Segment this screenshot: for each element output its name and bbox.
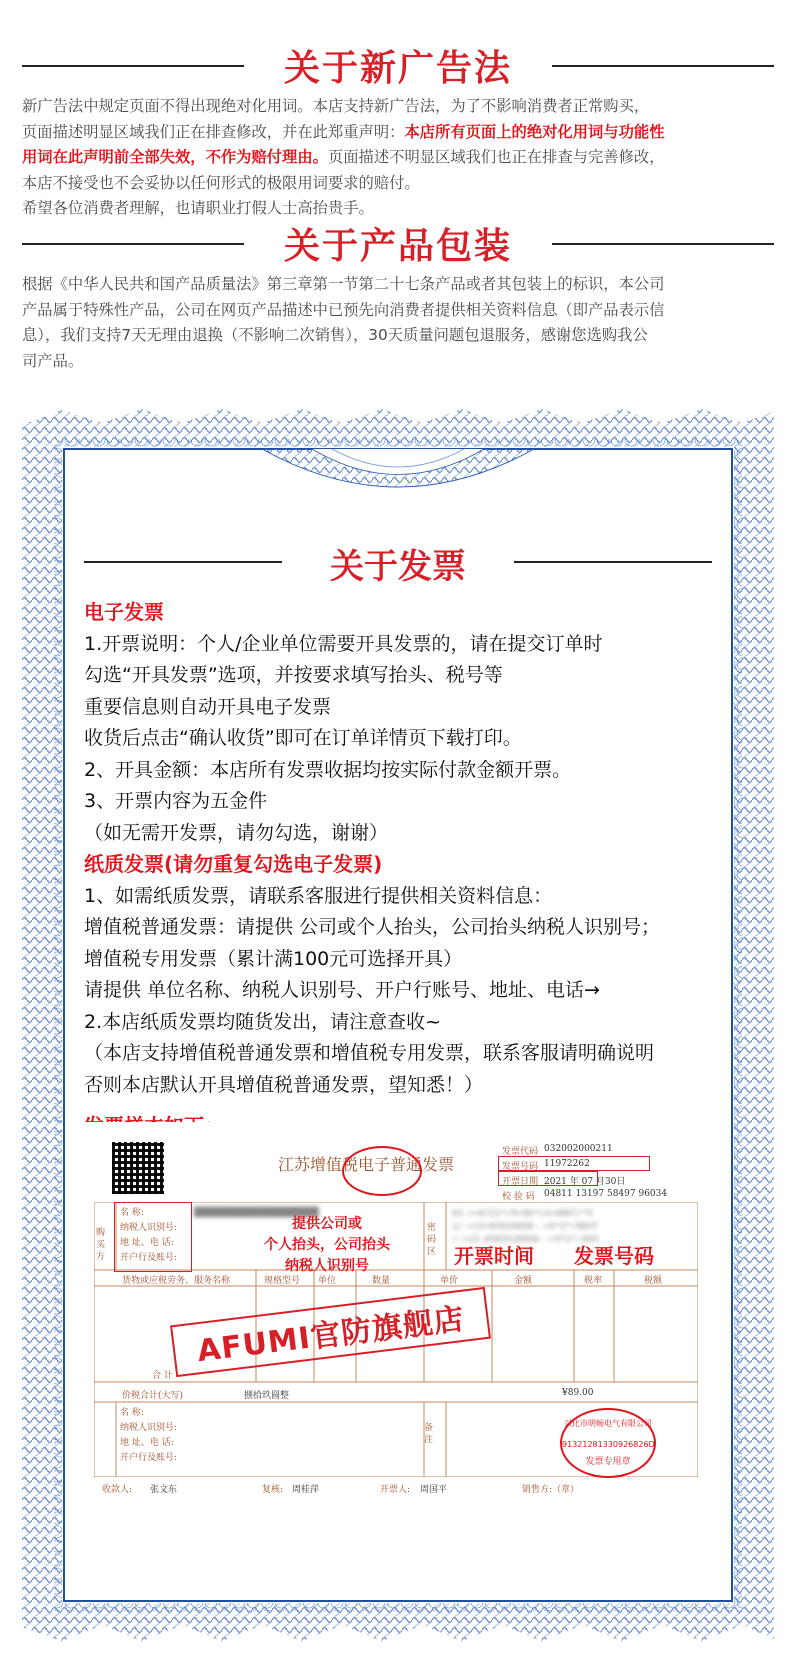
invoice-instructions <box>84 597 724 1143</box>
total-with-tax-label: 价税合计(大写) <box>122 1391 184 1401</box>
buyer-field-label: 开户行及账号: <box>120 1253 178 1263</box>
invoice-title: 关于发票 <box>330 547 466 587</box>
paper-invoice-line: （本店支持增值税普通发票和增值税专用发票，联系客服请明确说明 <box>84 1042 655 1064</box>
payee: 张文东 <box>150 1485 178 1495</box>
seller-seal-label: 销售方:（章） <box>522 1485 580 1495</box>
tax-seal-icon <box>342 1146 422 1196</box>
ad-law-header <box>22 36 774 96</box>
buyer-label: 购买方 <box>96 1228 106 1262</box>
buyer-name-blur: ██████████████████ <box>194 1208 319 1218</box>
seller-field-label: 纳税人识别号: <box>120 1423 178 1433</box>
date-highlight <box>498 1171 598 1186</box>
note-issue-time: 开票时间 <box>454 1244 534 1268</box>
qty-header: 数量 <box>372 1276 391 1286</box>
e-invoice-line: 勾选“开具发票”选项，并按要求填写抬头、税号等 <box>84 664 503 686</box>
paper-invoice-lines <box>84 881 724 1102</box>
paper-invoice-line: 2.本店纸质发票均随货发出，请注意查收~ <box>84 1010 442 1033</box>
invoice-sample-image <box>82 1122 714 1552</box>
price-header: 单价 <box>440 1276 459 1286</box>
invoice-code-label: 发票代码 <box>502 1147 539 1157</box>
invoice-code: 032002000211 <box>544 1144 613 1154</box>
store-watermark-stamp: AFUMI官防旗舰店 <box>170 1287 491 1377</box>
cipher-label: 密码区 <box>427 1223 437 1257</box>
ad-law-title: 关于新广告法 <box>283 48 512 89</box>
invoice-no-label: 发票号码 <box>502 1162 539 1172</box>
paper-invoice-line: 否则本店默认开具增值税普通发票，望知悉！） <box>84 1073 484 1096</box>
invoice-content <box>70 457 726 1577</box>
check-label: 校 验 码 <box>502 1192 535 1202</box>
paper-invoice-line: 请提供 单位名称、纳税人识别号、开户行账号、地址、电话→ <box>84 979 600 1001</box>
seller-field-label: 开户行及账号: <box>120 1453 178 1463</box>
qr-code-icon <box>112 1142 164 1194</box>
issue-date-label: 开票日期 <box>502 1177 539 1187</box>
paper-invoice-line: 增值税普通发票：请提供 公司或个人抬头，公司抬头纳税人识别号； <box>84 916 661 938</box>
issue-date: 2021 年 07 月30日 <box>544 1177 626 1187</box>
packaging-text: 根据《中华人民共和国产品质量法》第三章第一节第二十七条产品或者其包装上的标识，本公司 产品属于特殊性产品，公司在网页产品描述中已预先向消费者提供相关资料信息（即产品表示信 息），我们支持7天无理由退换（不影响二次销售），30天质量问题包退服务，感谢您选购我公 司产品。 <box>22 275 665 370</box>
cipher-line: 1/->13<03520858-->5*2*/8037 <box>452 1222 599 1232</box>
e-invoice-line: 3、开票内容为五金件 <box>84 790 268 812</box>
amount-header: 金额 <box>514 1276 533 1286</box>
seller-field-label: 名 称: <box>120 1408 144 1418</box>
drawer: 周国平 <box>420 1485 448 1495</box>
ad-law-text: 新广告法中规定页面不得出现绝对化用词。本店支持新广告法，为了不影响消费者正常购买， 页面描述明显区域我们正在排查修改，并在此郑重声明：本店所有页面上的绝对化用词与功能性 用词在此声明前全部失效，不作为赔付理由。页面描述不明显区域我们也正在排查与完善修改， 本店不接受也不会妥协以任何形式的极限用词要求的赔付。 希望各位消费者理解，也请职业打假人士高抬贵手。 <box>22 97 665 217</box>
paper-invoice-title: 纸质发票(请勿重复勾选电子发票) <box>84 852 383 876</box>
cipher-line: /->13-6503520858-->5*2*/403 <box>452 1235 599 1245</box>
note-buyer: 提供公司或 个人抬头，公司抬头 纳税人识别号 <box>264 1216 390 1274</box>
e-invoice-lines <box>84 629 724 850</box>
invoice-no: 11972262 <box>544 1159 590 1169</box>
tax-header: 税额 <box>644 1276 663 1286</box>
e-invoice-line: 1.开票说明：个人/企业单位需要开具发票的，请在提交订单时 <box>84 632 603 655</box>
reviewer: 周桂萍 <box>292 1485 320 1495</box>
buyer-highlight <box>114 1202 192 1272</box>
e-invoice-line: 收货后点击“确认收货”即可在订单详情页下载打印。 <box>84 727 522 749</box>
buyer-field-label: 名 称: <box>120 1208 144 1218</box>
unit-header: 单位 <box>318 1276 337 1286</box>
note-invoice-no: 发票号码 <box>574 1244 654 1268</box>
invoice-certificate <box>22 405 774 1645</box>
sample-invoice-name: 江苏增值税电子普通发票 <box>278 1155 455 1174</box>
invoice-no-highlight <box>498 1156 650 1171</box>
seller-fields <box>120 1406 177 1466</box>
cipher-line: 03-><6721*/9<56*>3<4807/*5 <box>452 1209 593 1219</box>
packaging-header <box>22 214 774 274</box>
seller-field-label: 地 址、电 话: <box>120 1438 174 1448</box>
rate-header: 税率 <box>584 1276 603 1286</box>
remarks-label: 备注 <box>424 1423 434 1445</box>
reviewer-label: 复核: <box>262 1485 284 1495</box>
divider <box>552 65 774 67</box>
goods-header: 货物或应税劳务、服务名称 <box>122 1276 231 1286</box>
buyer-field-label: 地 址、电 话: <box>120 1238 174 1248</box>
check-code: 04811 13197 58497 96034 <box>544 1189 668 1199</box>
invoice-seal-icon: 兴化市明畅电气有限公司 91321281330926826D 发票专用章 <box>560 1408 656 1478</box>
e-invoice-line: 2、开具金额：本店所有发票收据均按实际付款金额开票。 <box>84 758 572 781</box>
drawer-label: 开票人: <box>380 1485 411 1495</box>
packaging-title: 关于产品包装 <box>283 226 512 267</box>
total-upper: 捌拾玖圆整 <box>244 1391 290 1401</box>
paper-invoice-line: 1、如需纸质发票，请联系客服进行提供相关资料信息： <box>84 884 553 907</box>
divider <box>514 561 712 563</box>
divider <box>552 243 774 245</box>
payee-label: 收款人: <box>102 1485 133 1495</box>
total-label: 合 计 <box>152 1371 173 1381</box>
buyer-field-label: 纳税人识别号: <box>120 1223 178 1233</box>
e-invoice-line: 重要信息则自动开具电子发票 <box>84 695 332 718</box>
e-invoice-title: 电子发票 <box>84 600 164 624</box>
e-invoice-line: （如无需开发票，请勿勾选，谢谢） <box>84 821 389 844</box>
invoice-header <box>70 537 726 587</box>
paper-invoice-line: 增值税专用发票（累计满100元可选择开具） <box>84 947 463 970</box>
spec-header: 规格型号 <box>264 1276 301 1286</box>
total-small: ¥89.00 <box>562 1388 594 1398</box>
